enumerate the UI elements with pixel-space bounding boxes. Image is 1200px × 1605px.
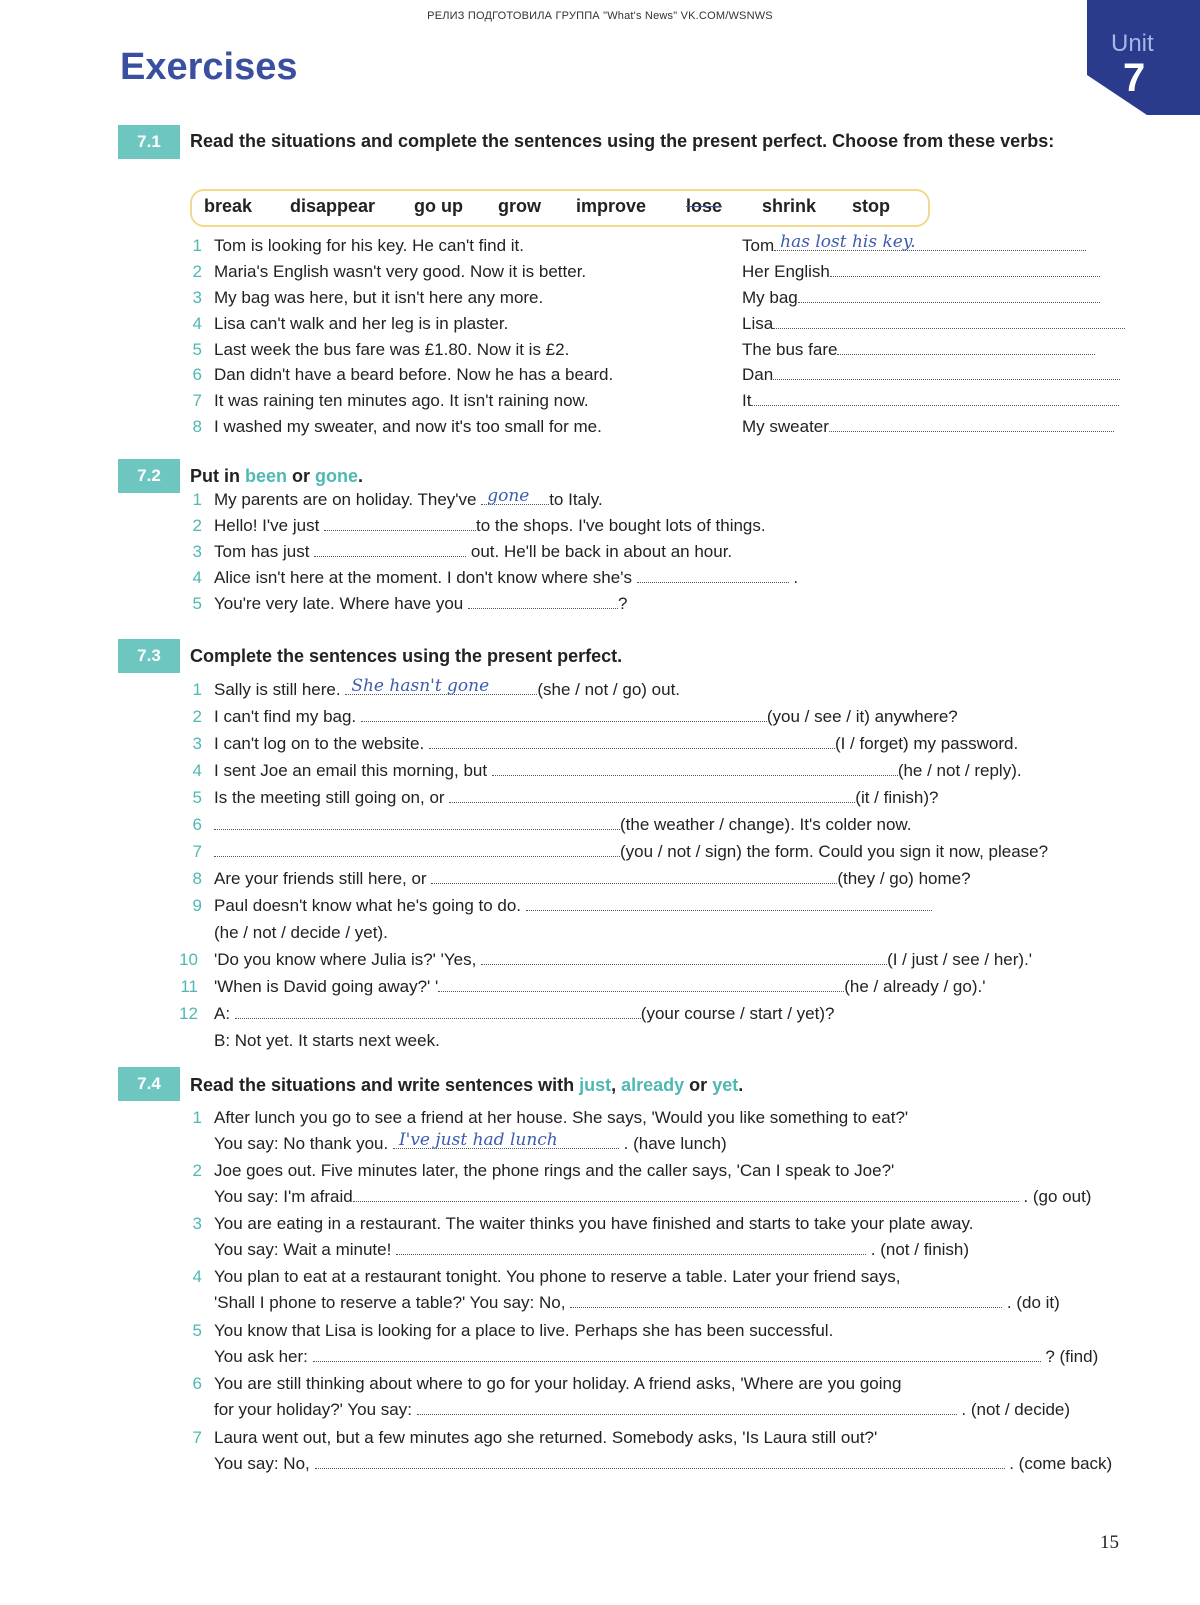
response-line: [214, 1347, 1098, 1367]
sentence-part: I can't find my bag.: [214, 707, 361, 726]
item-number: 2: [192, 707, 202, 726]
situation-text: Dan didn't have a beard before. Now he has a beard.: [214, 365, 614, 384]
answer-blank[interactable]: [393, 1130, 619, 1150]
verb-item: disappear: [290, 196, 376, 216]
answer-blank[interactable]: [315, 1454, 1005, 1469]
instruction-text: Put in: [190, 466, 245, 486]
situation-text: You are eating in a restaurant. The waiter thinks you have finished and starts to take your plate away.: [214, 1214, 974, 1233]
answer-blank[interactable]: [829, 417, 1114, 432]
answer-blank[interactable]: [324, 516, 476, 531]
exercise-7-3-instruction: Complete the sentences using the present perfect.: [190, 646, 623, 666]
response-prefix: You say: I'm afraid: [214, 1187, 353, 1206]
sentence-part: Is the meeting still going on, or: [214, 788, 450, 807]
keyword-been: been: [245, 466, 288, 486]
completion-line: [742, 232, 1086, 256]
answer-blank[interactable]: [345, 676, 537, 696]
item-number: 2: [192, 262, 202, 281]
item-number: 6: [192, 365, 202, 384]
sentence-start: My bag: [742, 288, 798, 307]
sentence-part: (the weather / change). It's colder now.: [620, 815, 912, 834]
answer-blank[interactable]: [314, 542, 466, 557]
answer-blank[interactable]: [837, 340, 1095, 355]
situation-text: You know that Lisa is looking for a place to live. Perhaps she has been successful.: [214, 1321, 834, 1340]
handwritten-answer: I've just had lunch: [398, 1130, 558, 1150]
answer-blank[interactable]: [637, 568, 789, 583]
item-number: 8: [192, 417, 202, 436]
verb-box: [190, 189, 930, 227]
sentence-line: [214, 707, 958, 727]
answer-blank[interactable]: [214, 815, 620, 830]
item-number: 5: [192, 1321, 202, 1340]
verb-item-crossed: lose: [686, 196, 723, 216]
handwritten-answer: gone: [487, 486, 530, 506]
situation-text: After lunch you go to see a friend at her house. She says, 'Would you like something to eat?': [214, 1108, 909, 1127]
situation-text: Last week the bus fare was £1.80. Now it is £2.: [214, 340, 570, 359]
response-line: [214, 1187, 1091, 1207]
item-number: 4: [192, 568, 202, 587]
sentence-part: to Italy.: [549, 490, 603, 509]
page-title: Exercises: [120, 46, 298, 88]
sentence-part: Are your friends still here, or: [214, 869, 432, 888]
sentence-part: My parents are on holiday. They've: [214, 490, 482, 509]
sentence-line: [214, 896, 932, 916]
unit-tab-corner: [1087, 75, 1147, 115]
keyword-just: just: [579, 1075, 612, 1095]
response-line: [214, 1293, 1060, 1313]
sentence-part: (she / not / go) out.: [537, 680, 681, 699]
answer-blank[interactable]: [774, 232, 1086, 252]
item-number: 3: [192, 288, 202, 307]
page-number: 15: [1100, 1532, 1119, 1553]
item-number: 4: [192, 314, 202, 333]
answer-blank[interactable]: [431, 869, 837, 884]
sentence-line: [214, 869, 971, 889]
answer-blank[interactable]: [214, 842, 620, 857]
item-number: 8: [192, 869, 202, 888]
answer-blank[interactable]: [353, 1187, 1019, 1202]
sentence-part: (you / see / it) anywhere?: [766, 707, 958, 726]
sentence-line: [214, 761, 1022, 781]
completion-line: [742, 391, 1119, 411]
instruction-text: Read the situations and write sentences with: [190, 1075, 580, 1095]
sentence-line: [214, 486, 603, 510]
sentence-part: (you / not / sign) the form. Could you sign it now, please?: [620, 842, 1049, 861]
sentence-part: .: [788, 568, 799, 587]
sentence-start: The bus fare: [742, 340, 838, 359]
response-prefix: for your holiday?' You say:: [214, 1400, 417, 1419]
verb-item: go up: [414, 196, 463, 216]
verb-item: improve: [576, 196, 647, 216]
answer-blank[interactable]: [773, 314, 1125, 329]
answer-blank[interactable]: [798, 288, 1100, 303]
item-number: 2: [192, 516, 202, 535]
sentence-part: to the shops. I've bought lots of things.: [476, 516, 766, 535]
unit-number: 7: [1123, 56, 1146, 100]
answer-blank[interactable]: [830, 262, 1100, 277]
exercise-badge-7-3: 7.3: [118, 639, 180, 673]
situation-text: You plan to eat at a restaurant tonight. You phone to reserve a table. Later your friend says,: [214, 1267, 901, 1286]
instruction-text: or: [287, 466, 316, 486]
item-number: 7: [192, 391, 202, 410]
answer-blank[interactable]: [235, 1004, 641, 1019]
answer-blank[interactable]: [438, 977, 844, 992]
sentence-part: 'When is David going away?' ': [214, 977, 439, 996]
answer-blank[interactable]: [417, 1400, 957, 1415]
exercise-badge-7-2: 7.2: [118, 459, 180, 493]
sentence-part: (he / already / go).': [844, 977, 986, 996]
response-hint: . (do it): [1002, 1293, 1060, 1312]
sentence-part: (it / finish)?: [855, 788, 939, 807]
handwritten-answer: She hasn't gone: [351, 676, 490, 696]
item-number: 1: [192, 1108, 202, 1127]
sentence-start: Her English: [742, 262, 830, 281]
completion-line: [742, 365, 1120, 385]
item-number: 4: [192, 1267, 202, 1286]
answer-blank[interactable]: [361, 707, 767, 722]
verb-item: break: [204, 196, 253, 216]
item-number: 7: [192, 1428, 202, 1447]
sentence-part: You're very late. Where have you: [214, 594, 468, 613]
sentence-part: A:: [214, 1004, 235, 1023]
answer-blank[interactable]: [492, 761, 898, 776]
completion-line: [742, 288, 1100, 308]
item-number: 10: [179, 950, 198, 969]
response-line: [214, 1130, 727, 1154]
item-number: 6: [192, 815, 202, 834]
situation-text: I washed my sweater, and now it's too small for me.: [214, 417, 602, 436]
answer-blank[interactable]: [449, 788, 855, 803]
response-line: [214, 1400, 1070, 1420]
response-prefix: You say: Wait a minute!: [214, 1240, 397, 1259]
answer-blank[interactable]: [773, 365, 1120, 380]
sentence-part: Alice isn't here at the moment. I don't know where she's: [214, 568, 637, 587]
situation-text: It was raining ten minutes ago. It isn't raining now.: [214, 391, 589, 410]
response-prefix: You say: No thank you.: [214, 1134, 393, 1153]
top-banner: РЕЛИЗ ПОДГОТОВИЛА ГРУППА "What's News" VK.COM/WSNWS: [427, 10, 773, 22]
sentence-part: Hello! I've just: [214, 516, 325, 535]
situation-text: Tom is looking for his key. He can't find it.: [214, 236, 525, 255]
response-line: [214, 1454, 1112, 1474]
response-line: [214, 1240, 969, 1260]
instruction-text: or: [684, 1075, 713, 1095]
sentence-line: [214, 815, 911, 835]
keyword-gone: gone: [315, 466, 359, 486]
item-number: 11: [180, 977, 198, 996]
exercise-7-1-instruction: Read the situations and complete the sentences using the present perfect. Choose from these verbs:: [190, 131, 1055, 151]
sentence-part: ?: [617, 594, 628, 613]
response-prefix: You say: No,: [214, 1454, 315, 1473]
verb-item: shrink: [762, 196, 817, 216]
answer-blank[interactable]: [468, 594, 618, 609]
answer-blank[interactable]: [526, 896, 932, 911]
keyword-already: already: [621, 1075, 685, 1095]
completion-line: [742, 340, 1095, 360]
response-hint: . (go out): [1018, 1187, 1092, 1206]
sentence-start: It: [742, 391, 752, 410]
sentence-part: (they / go) home?: [837, 869, 971, 888]
completion-line: [742, 314, 1125, 334]
situation-text: You are still thinking about where to go for your holiday. A friend asks, 'Where are you going: [214, 1374, 902, 1393]
situation-text: Lisa can't walk and her leg is in plaster.: [214, 314, 509, 333]
item-number: 6: [192, 1374, 202, 1393]
sentence-line: [214, 950, 1032, 970]
sentence-start: Dan: [742, 365, 774, 384]
instruction-text: ,: [611, 1075, 622, 1095]
sentence-part: I can't log on to the website.: [214, 734, 429, 753]
sentence-line: [214, 568, 798, 588]
item-number: 1: [192, 236, 202, 255]
response-hint: . (not / decide): [956, 1400, 1071, 1419]
exercise-badge-7-4: 7.4: [118, 1067, 180, 1101]
keyword-yet: yet: [712, 1075, 739, 1095]
sentence-part: 'Do you know where Julia is?' 'Yes,: [214, 950, 482, 969]
sentence-part: Sally is still here.: [214, 680, 346, 699]
sentence-line: [214, 676, 681, 700]
verb-item: stop: [852, 196, 890, 216]
response-hint: . (have lunch): [618, 1134, 727, 1153]
completion-line: [742, 417, 1114, 437]
item-number: 5: [192, 340, 202, 359]
item-number: 12: [179, 1004, 198, 1023]
sentence-line: [214, 977, 985, 997]
item-number: 2: [192, 1161, 202, 1180]
unit-tab: [1087, 0, 1200, 115]
answer-blank[interactable]: [751, 391, 1119, 406]
answer-blank[interactable]: [313, 1347, 1041, 1362]
sentence-line: [214, 734, 1018, 754]
item-number: 3: [192, 734, 202, 753]
sentence-part: out. He'll be back in about an hour.: [466, 542, 733, 561]
response-hint: . (not / finish): [866, 1240, 970, 1259]
exercise-badge-7-1: 7.1: [118, 125, 180, 159]
unit-label: Unit: [1111, 30, 1154, 57]
situation-text: Laura went out, but a few minutes ago she returned. Somebody asks, 'Is Laura still out?': [214, 1428, 878, 1447]
sentence-part: (your course / start / yet)?: [640, 1004, 835, 1023]
completion-line: [742, 262, 1100, 282]
answer-blank[interactable]: [481, 486, 549, 506]
sentence-part: (I / just / see / her).': [887, 950, 1033, 969]
instruction-text: .: [738, 1075, 744, 1095]
item-number: 5: [192, 594, 202, 613]
sentence-line: [214, 516, 766, 536]
item-9-continuation: (he / not / decide / yet).: [214, 923, 388, 942]
sentence-start: My sweater: [742, 417, 829, 436]
sentence-part: Paul doesn't know what he's going to do.: [214, 896, 526, 915]
item-number: 3: [192, 542, 202, 561]
answer-blank[interactable]: [429, 734, 835, 749]
item-number: 5: [192, 788, 202, 807]
sentence-line: [214, 1004, 834, 1024]
situation-text: Joe goes out. Five minutes later, the phone rings and the caller says, 'Can I speak to Joe?': [214, 1161, 895, 1180]
sentence-part: Tom has just: [214, 542, 315, 561]
response-hint: . (come back): [1004, 1454, 1113, 1473]
sentence-line: [214, 842, 1048, 862]
response-prefix: 'Shall I phone to reserve a table?' You say: No,: [214, 1293, 571, 1312]
exercise-7-4-instruction: [190, 1072, 743, 1099]
item-number: 1: [192, 680, 202, 699]
item-number: 3: [192, 1214, 202, 1233]
sentence-part: (I / forget) my password.: [834, 734, 1019, 753]
answer-blank[interactable]: [481, 950, 887, 965]
sentence-line: [214, 788, 938, 808]
item-number: 9: [192, 896, 202, 915]
sentence-part: I sent Joe an email this morning, but: [214, 761, 492, 780]
item-number: 7: [192, 842, 202, 861]
sentence-part: (he / not / reply).: [897, 761, 1022, 780]
item-12-continuation: B: Not yet. It starts next week.: [214, 1031, 440, 1050]
situation-text: Maria's English wasn't very good. Now it is better.: [214, 262, 587, 281]
answer-blank[interactable]: [570, 1293, 1002, 1308]
sentence-line: [214, 594, 627, 614]
exercise-7-2-instruction: [190, 463, 363, 490]
sentence-start: Tom: [742, 236, 775, 255]
answer-blank[interactable]: [396, 1240, 866, 1255]
sentence-line: [214, 542, 732, 562]
item-number: 1: [192, 490, 202, 509]
verb-item: grow: [498, 196, 541, 216]
instruction-text: .: [358, 466, 364, 486]
response-hint: ? (find): [1040, 1347, 1099, 1366]
item-number: 4: [192, 761, 202, 780]
response-prefix: You ask her:: [214, 1347, 313, 1366]
handwritten-answer: has lost his key.: [780, 232, 916, 252]
sentence-start: Lisa: [742, 314, 774, 333]
situation-text: My bag was here, but it isn't here any more.: [214, 288, 544, 307]
